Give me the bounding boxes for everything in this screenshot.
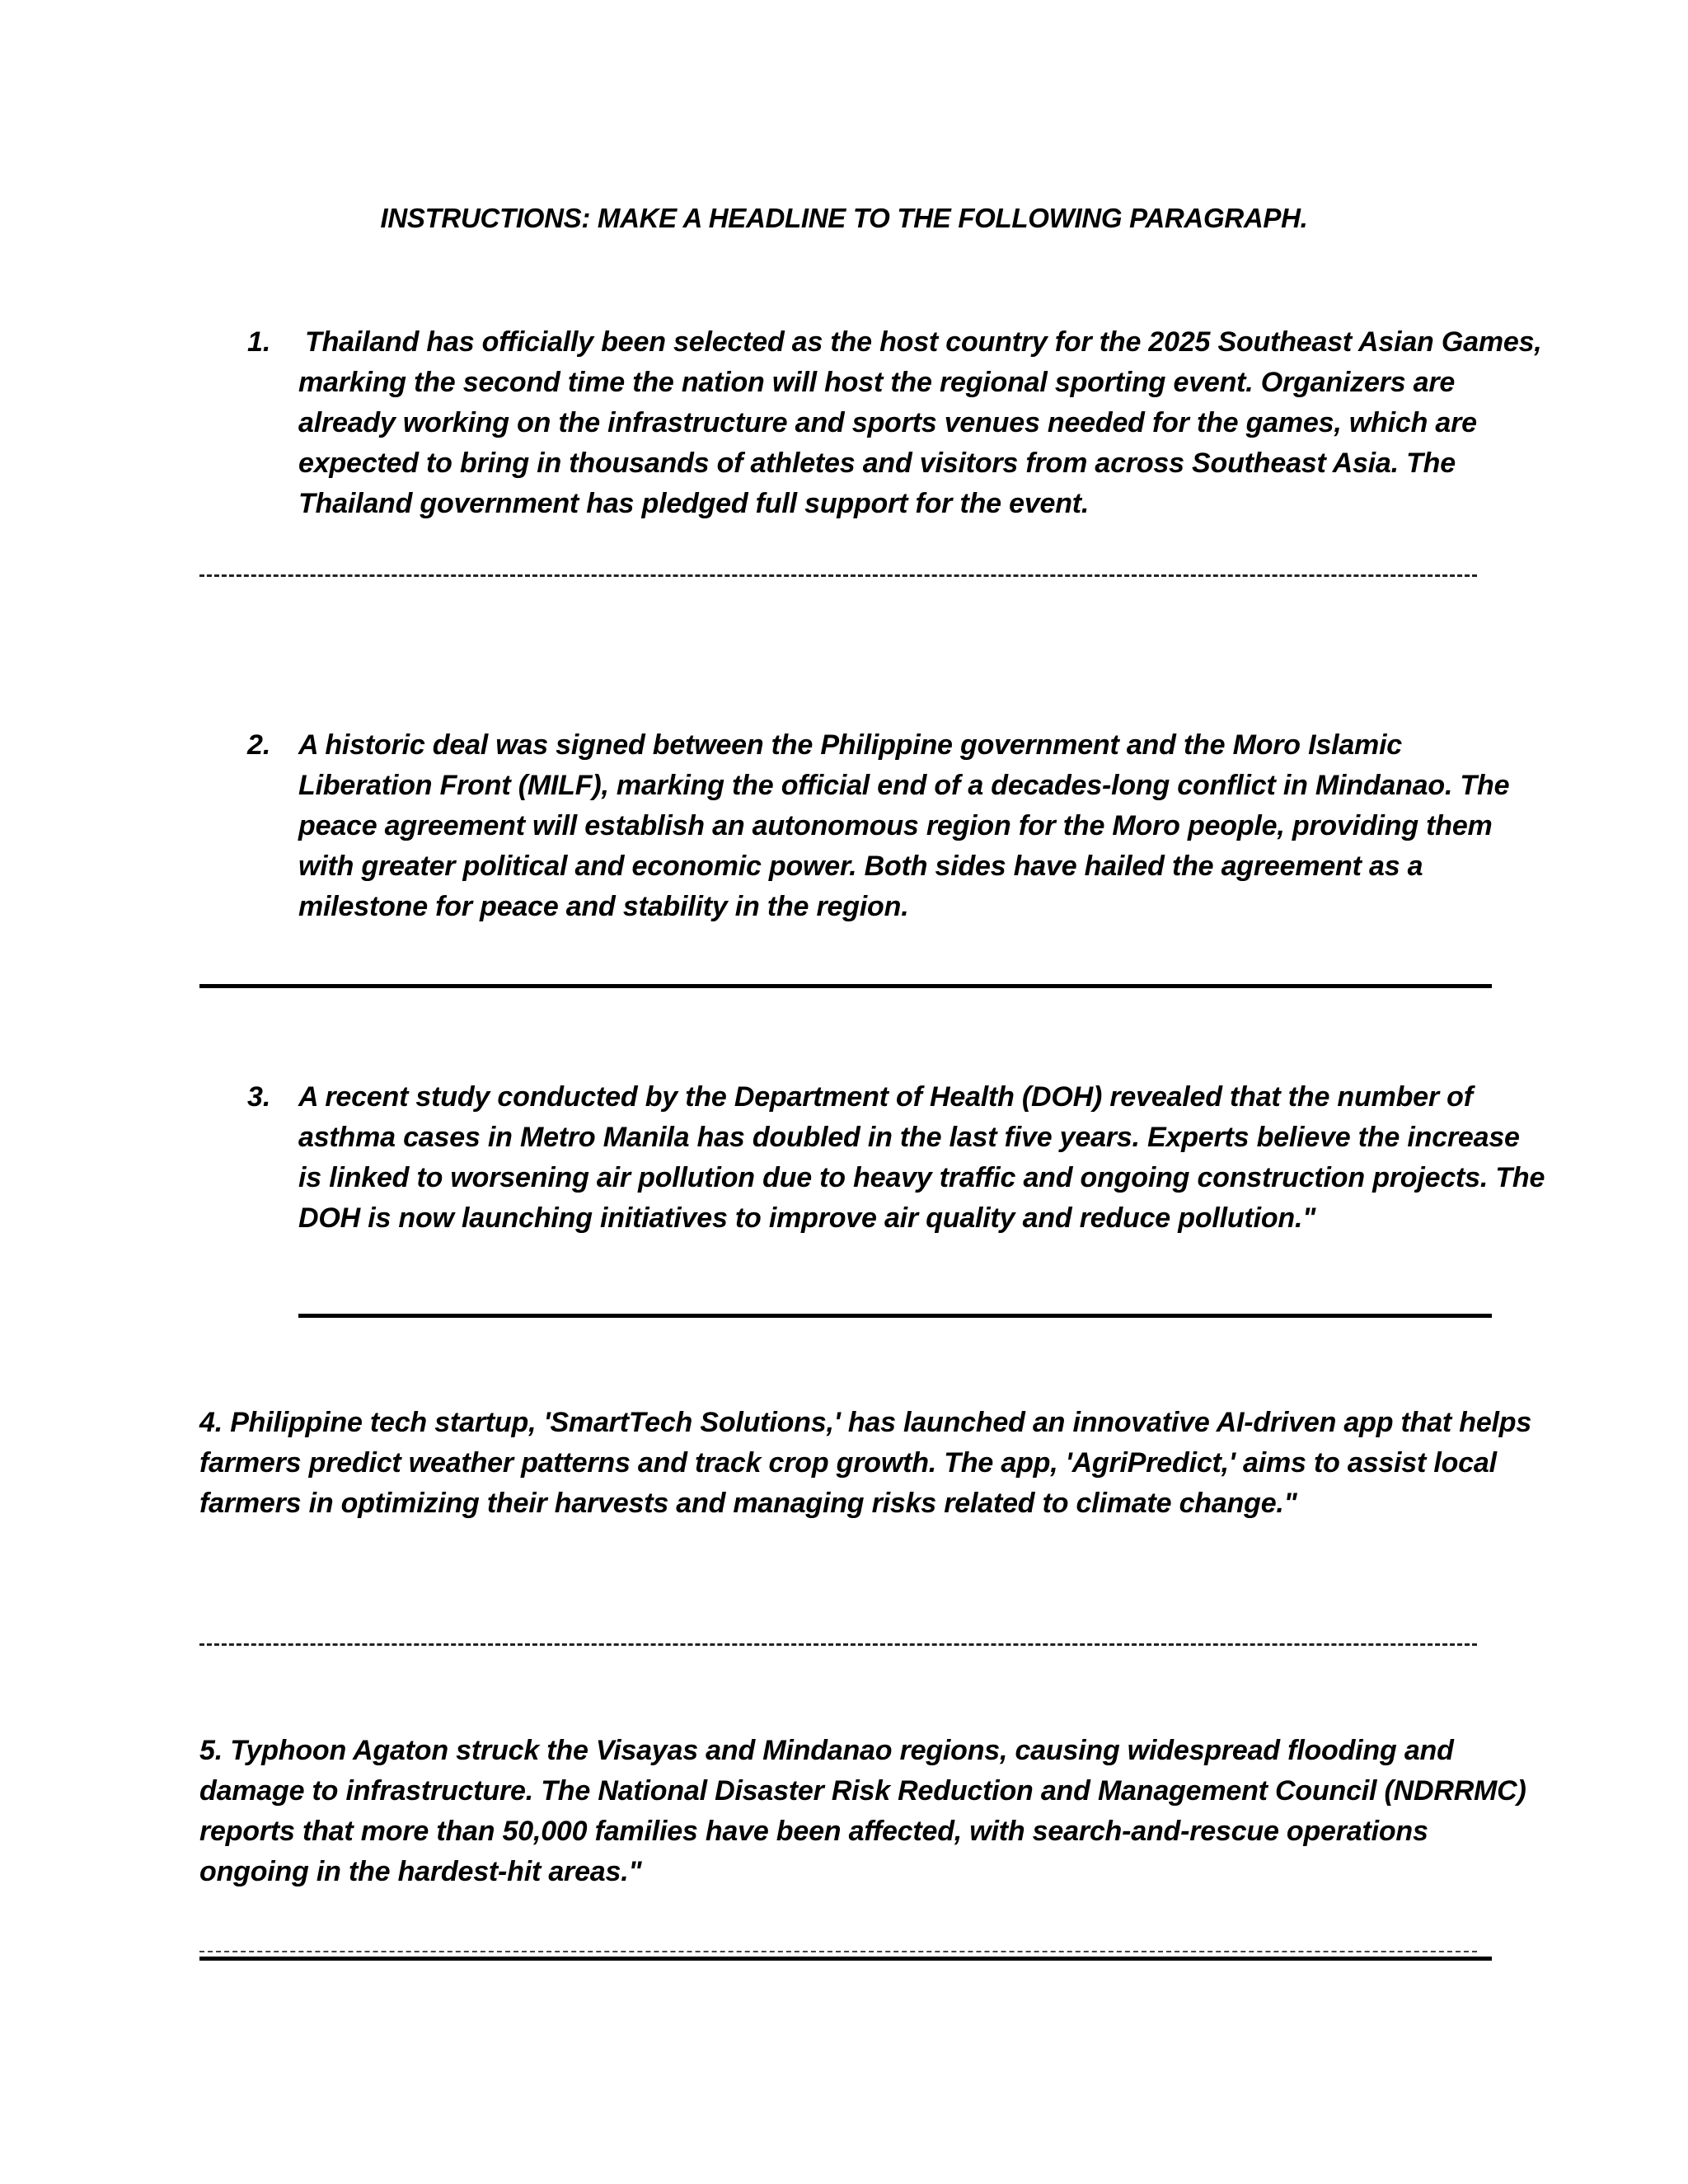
- item-3-number: 3.: [247, 1081, 271, 1113]
- item-5-line: ongoing in the hardest-hit areas.": [199, 1856, 642, 1887]
- answer-line-5-dashes: [199, 1951, 1477, 1952]
- answer-line-3[interactable]: [298, 1314, 1492, 1318]
- item-4-line: 4. Philippine tech startup, 'SmartTech Solutions,' has launched an innovative AI-driven app that helps: [199, 1407, 1532, 1438]
- item-2-line: peace agreement will establish an autonomous region for the Moro people, providing them: [298, 810, 1493, 841]
- item-5-paragraph: [199, 1731, 1526, 1892]
- answer-line-2[interactable]: [199, 984, 1492, 988]
- item-2-line: Liberation Front (MILF), marking the official end of a decades-long conflict in Mindanao. The: [298, 770, 1510, 801]
- item-1-number: 1.: [247, 326, 271, 358]
- item-2-line: A historic deal was signed between the Philippine government and the Moro Islamic: [298, 729, 1403, 761]
- item-3-line: asthma cases in Metro Manila has doubled in the last five years. Experts believe the increase: [298, 1122, 1520, 1153]
- item-3-line: A recent study conducted by the Department of Health (DOH) revealed that the number of: [298, 1081, 1473, 1113]
- item-2-line: with greater political and economic power. Both sides have hailed the agreement as a: [298, 851, 1423, 882]
- item-5-line: 5. Typhoon Agaton struck the Visayas and Mindanao regions, causing widespread flooding and: [199, 1735, 1454, 1766]
- item-4-line: farmers in optimizing their harvests and managing risks related to climate change.": [199, 1488, 1297, 1519]
- item-1-line: Thailand has officially been selected as the host country for the 2025 Southeast Asian Games,: [305, 326, 1542, 358]
- item-1-paragraph: [298, 322, 1542, 524]
- item-5-line: reports that more than 50,000 families have been affected, with search-and-rescue operations: [199, 1816, 1428, 1847]
- item-1-line: already working on the infrastructure and sports venues needed for the games, which are: [298, 407, 1477, 438]
- instructions-heading: INSTRUCTIONS: MAKE A HEADLINE TO THE FOLLOWING PARAGRAPH.: [380, 203, 1308, 233]
- item-2-line: milestone for peace and stability in the region.: [298, 891, 909, 922]
- item-1-line: Thailand government has pledged full support for the event.: [298, 488, 1090, 519]
- answer-line-5[interactable]: [199, 1957, 1492, 1961]
- item-2-number: 2.: [247, 729, 271, 761]
- answer-line-4[interactable]: [199, 1643, 1477, 1646]
- item-4-paragraph: [199, 1403, 1531, 1524]
- item-3-paragraph: [298, 1077, 1545, 1239]
- answer-line-1[interactable]: [199, 574, 1477, 577]
- item-4-line: farmers predict weather patterns and track crop growth. The app, 'AgriPredict,' aims to assist local: [199, 1447, 1497, 1479]
- item-3-line: is linked to worsening air pollution due to heavy traffic and ongoing construction projects. The: [298, 1162, 1545, 1193]
- item-2-paragraph: [298, 725, 1509, 927]
- item-1-line: marking the second time the nation will host the regional sporting event. Organizers are: [298, 367, 1456, 398]
- item-1-line: expected to bring in thousands of athletes and visitors from across Southeast Asia. The: [298, 448, 1456, 479]
- item-3-line: DOH is now launching initiatives to improve air quality and reduce pollution.": [298, 1202, 1316, 1234]
- item-5-line: damage to infrastructure. The National Disaster Risk Reduction and Management Council (NDRRMC): [199, 1775, 1526, 1807]
